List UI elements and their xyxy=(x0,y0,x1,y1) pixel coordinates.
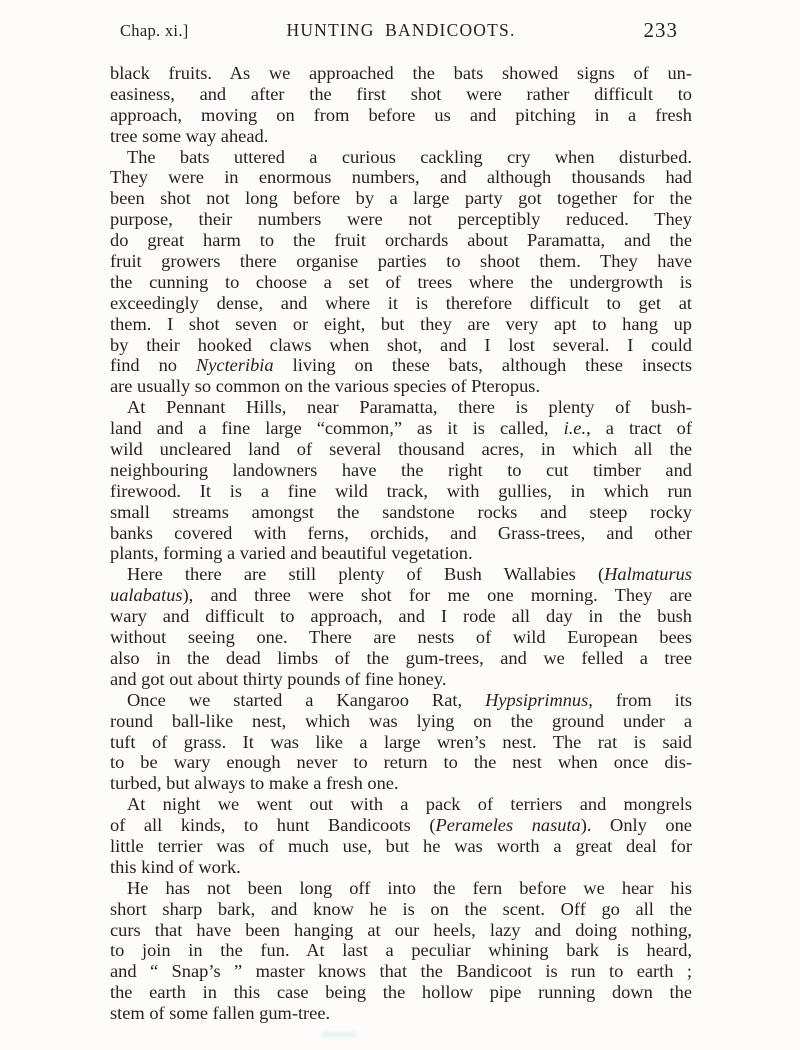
text-line: purpose, their numbers were not perceptibly reduced. They xyxy=(110,209,692,230)
text-line: also in the dead limbs of the gum-trees, and we felled a tree xyxy=(110,647,692,668)
text-line: turbed, but always to make a fresh one. xyxy=(110,773,399,794)
text-line: At Pennant Hills, near Paramatta, there is plenty of bush- xyxy=(127,397,692,418)
paragraph xyxy=(110,878,692,1024)
scan-smudge xyxy=(322,1032,356,1037)
text-line: curs that have been hanging at our heels, lazy and doing nothing, xyxy=(110,919,692,940)
text-line: them. I shot seven or eight, but they are very apt to hang up xyxy=(110,313,692,334)
text-line: are usually so common on the various species of Pteropus. xyxy=(110,376,541,397)
paragraph xyxy=(110,564,692,689)
text-line: this kind of work. xyxy=(110,856,241,877)
text-line: firewood. It is a fine wild track, with gullies, in which run xyxy=(110,480,692,501)
text-line: wild uncleared land of several thousand acres, in which all the xyxy=(110,439,692,460)
page-title: HUNTING BANDICOOTS. xyxy=(286,20,516,40)
running-head xyxy=(110,18,692,44)
chapter-label: Chap. xi.] xyxy=(120,21,189,40)
text-line: short sharp bark, and know he is on the scent. Off go all the xyxy=(110,898,692,919)
text-line: the earth in this case being the hollow pipe running down the xyxy=(110,982,692,1003)
text-line: Once we started a Kangaroo Rat, Hypsiprimnus, from its xyxy=(127,689,692,710)
text-line: to join in the fun. At last a peculiar whining bark is heard, xyxy=(110,940,692,961)
text-line: black fruits. As we approached the bats showed signs of un- xyxy=(110,63,692,83)
paragraph xyxy=(110,63,692,147)
page-body xyxy=(110,63,692,1024)
text-line: to be wary enough never to return to the nest when once dis- xyxy=(110,752,692,773)
text-line: They were in enormous numbers, and although thousands had xyxy=(110,167,692,188)
text-line: been shot not long before by a large party got together for the xyxy=(110,188,692,209)
text-line: banks covered with ferns, orchids, and Grass-trees, and other xyxy=(110,522,692,543)
text-line: ualabatus), and three were shot for me one morning. They are xyxy=(110,585,692,606)
text-line: do great harm to the fruit orchards about Paramatta, and the xyxy=(110,230,692,251)
text-line: and got out about thirty pounds of fine honey. xyxy=(110,668,447,689)
text-line: of all kinds, to hunt Bandicoots (Perameles nasuta). Only one xyxy=(110,815,692,836)
text-line: the cunning to choose a set of trees where the undergrowth is xyxy=(110,271,692,292)
text-line: He has not been long off into the fern before we hear his xyxy=(127,877,692,898)
text-line: fruit growers there organise parties to shoot them. They have xyxy=(110,251,692,272)
text-line: small streams amongst the sandstone rocks and steep rocky xyxy=(110,501,692,522)
text-line: little terrier was of much use, but he was worth a great deal for xyxy=(110,835,692,856)
text-line: easiness, and after the first shot were rather difficult to xyxy=(110,83,692,104)
text-line: stem of some fallen gum-tree. xyxy=(110,1003,331,1024)
text-line: exceedingly dense, and where it is therefore difficult to get at xyxy=(110,292,692,313)
text-line: by their hooked claws when shot, and I lost several. I could xyxy=(110,334,692,355)
text-line: neighbouring landowners have the right to cut timber and xyxy=(110,459,692,480)
text-line: and “ Snap’s ” master knows that the Bandicoot is run to earth ; xyxy=(110,961,692,982)
paragraph xyxy=(110,794,692,878)
text-line: tree some way ahead. xyxy=(110,125,269,146)
paragraph xyxy=(110,690,692,794)
text-line: Here there are still plenty of Bush Wallabies (Halmaturus xyxy=(127,564,692,585)
text-line: The bats uttered a curious cackling cry when disturbed. xyxy=(127,146,692,167)
text-line: plants, forming a varied and beautiful vegetation. xyxy=(110,543,473,564)
text-line: land and a fine large “common,” as it is called, i.e., a tract of xyxy=(110,418,692,439)
text-line: find no Nycteribia living on these bats, although these insects xyxy=(110,355,692,376)
paragraph xyxy=(110,147,692,398)
text-line: without seeing one. There are nests of wild European bees xyxy=(110,627,692,648)
page-number: 233 xyxy=(643,18,678,42)
text-line: At night we went out with a pack of terriers and mongrels xyxy=(127,794,692,815)
text-line: approach, moving on from before us and pitching in a fresh xyxy=(110,104,692,125)
text-line: round ball-like nest, which was lying on the ground under a xyxy=(110,710,692,731)
paragraph xyxy=(110,397,692,564)
text-line: tuft of grass. It was like a large wren’s nest. The rat is said xyxy=(110,731,692,752)
text-line: wary and difficult to approach, and I rode all day in the bush xyxy=(110,606,692,627)
